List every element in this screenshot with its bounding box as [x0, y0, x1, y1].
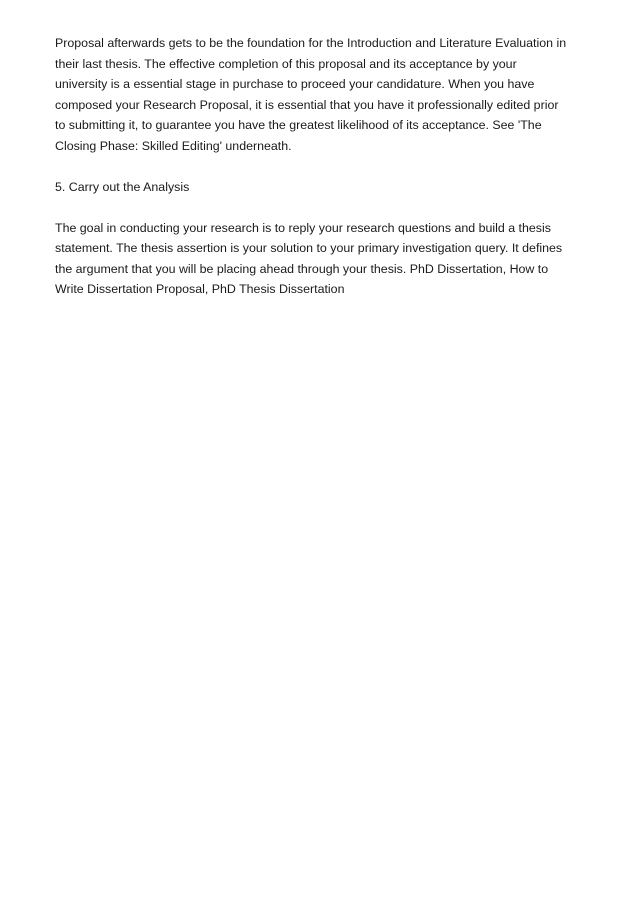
paragraph-line: the argument that you will be placing ahead through your thesis. PhD Dissertation, How to — [55, 261, 549, 276]
paragraph-line: Write Dissertation Proposal, PhD Thesis Dissertation — [55, 282, 345, 296]
paragraph — [55, 33, 595, 156]
paragraph-line: Proposal afterwards gets to be the foundation for the Introduction and Literature Evaluation in — [55, 36, 567, 50]
paragraph-spacer — [55, 156, 595, 177]
paragraph-line: university is a essential stage in purchase to proceed your candidature. When you have — [55, 77, 535, 91]
paragraph-line: Closing Phase: Skilled Editing' underneath. — [55, 138, 292, 153]
paragraph-spacer — [55, 197, 595, 218]
document-body — [55, 33, 595, 300]
paragraph-line: their last thesis. The effective completion of this proposal and its acceptance by your — [55, 56, 517, 71]
paragraph — [55, 218, 595, 300]
paragraph-line: The goal in conducting your research is to reply your research questions and build a thesis — [55, 220, 551, 235]
section-heading: 5. Carry out the Analysis — [55, 179, 190, 194]
paragraph-line: statement. The thesis assertion is your solution to your primary investigation query. It defines — [55, 241, 563, 255]
paragraph-line: composed your Research Proposal, it is essential that you have it professionally edited prior — [55, 97, 559, 112]
paragraph-line: to submitting it, to guarantee you have the greatest likelihood of its acceptance. See 'The — [55, 118, 542, 132]
